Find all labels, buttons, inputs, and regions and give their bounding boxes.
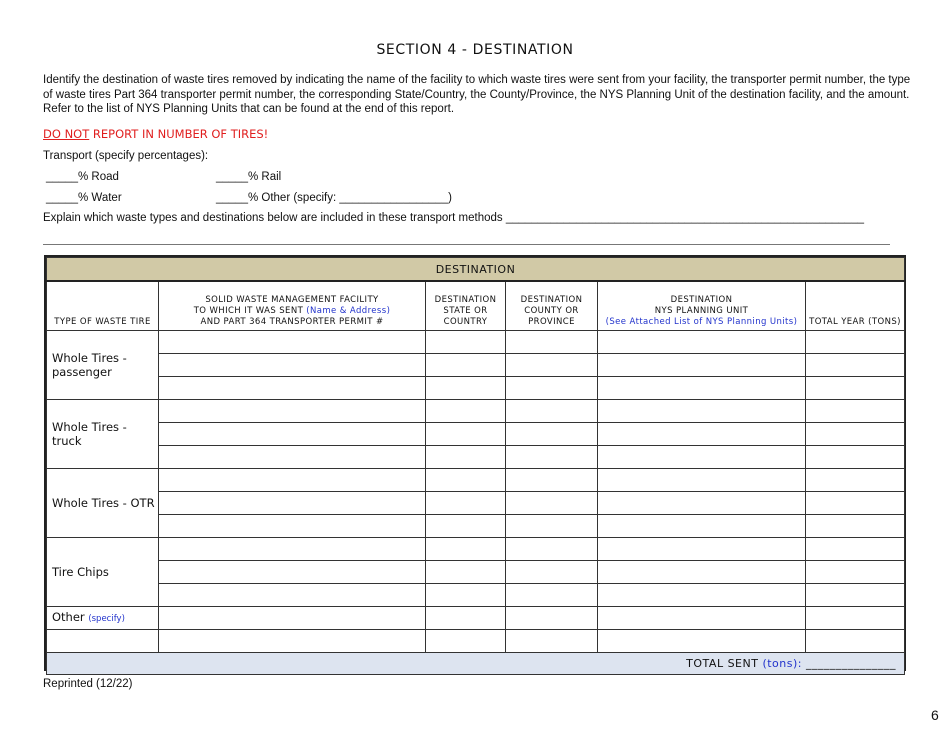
page-number: 6 — [931, 707, 939, 723]
county-province-cell[interactable] — [506, 377, 598, 400]
table-row — [47, 354, 905, 377]
col-unit-list-reference: (See Attached List of NYS Planning Units) — [605, 317, 798, 327]
facility-cell[interactable] — [159, 331, 426, 354]
waste-type-label — [47, 469, 159, 538]
county-province-cell[interactable] — [506, 584, 598, 607]
destination-table — [46, 257, 905, 675]
total-tons-cell[interactable] — [806, 446, 905, 469]
facility-cell[interactable] — [159, 423, 426, 446]
instructions-text: Identify the destination of waste tires removed by indicating the name of the facility to which waste tires were sent from your facility, the transporter permit number, the type of waste tires Part 364 transporter permit number, the corresponding State/Country, the County/Province, the NYS Planning Unit of the destination facility, and the amount. — [43, 74, 911, 101]
state-country-cell[interactable] — [426, 538, 506, 561]
table-row — [47, 469, 905, 492]
state-country-cell[interactable] — [426, 377, 506, 400]
waste-type-text: Whole Tires - passenger — [52, 351, 127, 379]
facility-cell[interactable] — [159, 377, 426, 400]
total-sent-cell[interactable] — [47, 653, 905, 675]
waste-type-label — [47, 538, 159, 607]
table-row — [47, 492, 905, 515]
other-specify-cell[interactable] — [47, 630, 159, 653]
waste-type-specify-hint: (specify) — [88, 614, 125, 624]
total-tons-cell[interactable] — [806, 607, 905, 630]
planning-unit-cell[interactable] — [598, 331, 806, 354]
county-province-cell[interactable] — [506, 630, 598, 653]
col-facility-name-address: (Name & Address) — [306, 306, 391, 316]
total-tons-cell[interactable] — [806, 354, 905, 377]
col-unit-line2: NYS PLANNING UNIT — [654, 306, 749, 316]
total-tons-cell[interactable] — [806, 331, 905, 354]
destination-header: DESTINATION — [47, 258, 905, 282]
county-province-cell[interactable] — [506, 400, 598, 423]
county-province-cell[interactable] — [506, 469, 598, 492]
table-row — [47, 630, 905, 653]
warning-text — [43, 127, 268, 141]
transport-road-field[interactable]: _____% Road — [46, 171, 119, 183]
planning-unit-cell[interactable] — [598, 515, 806, 538]
facility-cell[interactable] — [159, 584, 426, 607]
col-destination-county: DESTINATION COUNTY OR PROVINCE — [506, 281, 598, 331]
planning-unit-cell[interactable] — [598, 630, 806, 653]
waste-type-text: Whole Tires - OTR — [52, 496, 155, 510]
reprint-note: Reprinted (12/22) — [43, 678, 133, 690]
section-title: SECTION 4 - DESTINATION — [376, 42, 574, 58]
total-tons-cell[interactable] — [806, 423, 905, 446]
state-country-cell[interactable] — [426, 423, 506, 446]
instructions-paragraph — [43, 73, 911, 117]
county-province-cell[interactable] — [506, 423, 598, 446]
county-province-cell[interactable] — [506, 354, 598, 377]
state-country-cell[interactable] — [426, 630, 506, 653]
table-row — [47, 331, 905, 354]
county-province-cell[interactable] — [506, 446, 598, 469]
explain-transport-field[interactable]: Explain which waste types and destinations below are included in these transport methods ________________________________________________________ — [43, 212, 864, 224]
facility-cell[interactable] — [159, 400, 426, 423]
planning-unit-cell[interactable] — [598, 561, 806, 584]
state-country-cell[interactable] — [426, 515, 506, 538]
col-facility-line3: AND PART 364 TRANSPORTER PERMIT # — [200, 317, 384, 327]
planning-unit-cell[interactable] — [598, 446, 806, 469]
facility-cell[interactable] — [159, 492, 426, 515]
county-province-cell[interactable] — [506, 561, 598, 584]
state-country-cell[interactable] — [426, 607, 506, 630]
planning-unit-cell[interactable] — [598, 492, 806, 515]
waste-type-text: Other — [52, 610, 85, 624]
planning-unit-cell[interactable] — [598, 354, 806, 377]
table-row — [47, 446, 905, 469]
facility-cell[interactable] — [159, 446, 426, 469]
transport-water-field[interactable]: _____% Water — [46, 192, 122, 204]
planning-unit-cell[interactable] — [598, 469, 806, 492]
table-row — [47, 515, 905, 538]
warning-do-not: DO NOT — [43, 127, 90, 141]
total-tons-cell[interactable] — [806, 584, 905, 607]
col-planning-unit — [598, 281, 806, 331]
table-row — [47, 538, 905, 561]
table-row — [47, 561, 905, 584]
waste-type-text: Tire Chips — [52, 565, 109, 579]
county-province-cell[interactable] — [506, 331, 598, 354]
col-facility-line2: TO WHICH IT WAS SENT — [193, 306, 304, 316]
transport-label: Transport (specify percentages): — [43, 150, 209, 162]
table-row — [47, 423, 905, 446]
col-facility-line1: SOLID WASTE MANAGEMENT FACILITY — [205, 295, 379, 305]
destination-table-frame — [44, 255, 906, 671]
col-destination-state: DESTINATION STATE OR COUNTRY — [426, 281, 506, 331]
facility-cell[interactable] — [159, 469, 426, 492]
table-row — [47, 607, 905, 630]
planning-unit-cell[interactable] — [598, 538, 806, 561]
destination-table-body — [47, 331, 905, 653]
total-tons-cell[interactable] — [806, 630, 905, 653]
warning-rest: REPORT IN NUMBER OF TIRES! — [89, 127, 269, 141]
total-tons-cell[interactable] — [806, 515, 905, 538]
table-row — [47, 400, 905, 423]
planning-unit-cell[interactable] — [598, 607, 806, 630]
facility-cell[interactable] — [159, 354, 426, 377]
facility-cell[interactable] — [159, 538, 426, 561]
table-row — [47, 377, 905, 400]
col-facility — [159, 281, 426, 331]
state-country-cell[interactable] — [426, 561, 506, 584]
state-country-cell[interactable] — [426, 584, 506, 607]
total-tons-cell[interactable] — [806, 400, 905, 423]
transport-rail-field[interactable]: _____% Rail — [216, 171, 282, 183]
state-country-cell[interactable] — [426, 354, 506, 377]
county-province-cell[interactable] — [506, 607, 598, 630]
transport-other-field[interactable]: _____% Other (specify: _________________) — [216, 192, 452, 204]
total-sent-unit: (tons): — [762, 657, 802, 670]
total-tons-cell[interactable] — [806, 492, 905, 515]
planning-unit-cell[interactable] — [598, 400, 806, 423]
state-country-cell[interactable] — [426, 331, 506, 354]
planning-unit-cell[interactable] — [598, 584, 806, 607]
total-tons-cell[interactable] — [806, 377, 905, 400]
waste-type-text: Whole Tires - truck — [52, 420, 127, 448]
county-province-cell[interactable] — [506, 538, 598, 561]
facility-cell[interactable] — [159, 630, 426, 653]
table-row — [47, 584, 905, 607]
col-total-year-tons: TOTAL YEAR (TONS) — [806, 281, 905, 331]
facility-cell[interactable] — [159, 561, 426, 584]
county-province-cell[interactable] — [506, 515, 598, 538]
col-unit-line1: DESTINATION — [670, 295, 733, 305]
total-tons-cell[interactable] — [806, 538, 905, 561]
total-tons-cell[interactable] — [806, 561, 905, 584]
explain-continuation-line[interactable] — [43, 244, 890, 245]
state-country-cell[interactable] — [426, 446, 506, 469]
state-country-cell[interactable] — [426, 492, 506, 515]
facility-cell[interactable] — [159, 515, 426, 538]
planning-unit-cell[interactable] — [598, 377, 806, 400]
county-province-cell[interactable] — [506, 492, 598, 515]
total-sent-label: TOTAL SENT — [686, 657, 759, 670]
total-tons-cell[interactable] — [806, 469, 905, 492]
total-sent-row — [47, 653, 905, 675]
state-country-cell[interactable] — [426, 469, 506, 492]
total-sent-blank[interactable]: _______________ — [806, 657, 896, 670]
planning-unit-cell[interactable] — [598, 423, 806, 446]
facility-cell[interactable] — [159, 607, 426, 630]
planning-units-reference: Refer to the list of NYS Planning Units that can be found at the end of this report. — [43, 103, 455, 115]
col-type-of-waste-tire: TYPE OF WASTE TIRE — [47, 281, 159, 331]
waste-type-label — [47, 607, 159, 630]
state-country-cell[interactable] — [426, 400, 506, 423]
waste-type-label — [47, 400, 159, 469]
waste-type-label — [47, 331, 159, 400]
